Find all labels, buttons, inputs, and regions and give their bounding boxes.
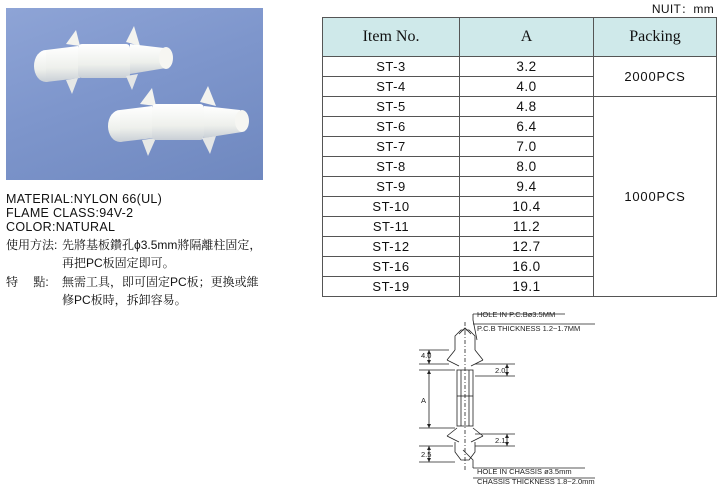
usage-label: 使用方法: — [6, 238, 58, 252]
dimension-drawing — [415, 300, 715, 487]
usage-notes — [6, 236, 267, 309]
item-cell: ST-12 — [323, 237, 460, 257]
a-cell: 11.2 — [460, 217, 594, 237]
a-cell: 19.1 — [460, 277, 594, 297]
item-cell: ST-9 — [323, 177, 460, 197]
a-cell: 10.4 — [460, 197, 594, 217]
spacer-part-top — [34, 26, 173, 94]
color-text: COLOR:NATURAL — [6, 220, 116, 234]
technical-drawing — [415, 300, 715, 487]
a-cell: 12.7 — [460, 237, 594, 257]
dim-right-bottom-label: 2.1 — [495, 436, 506, 445]
dim-bottom-label: 2.5 — [421, 450, 432, 459]
feature-label: 特 點: — [6, 275, 49, 289]
item-cell: ST-10 — [323, 197, 460, 217]
a-cell: 3.2 — [460, 57, 594, 77]
feature-text: 無需工具，即可固定PC板；更換或維修PC板時，拆卸容易。 — [62, 275, 259, 307]
unit-label: NUIT：mm — [651, 2, 714, 16]
pcb-spacer-photo — [6, 8, 263, 180]
flame-class-text: FLAME CLASS:94V-2 — [6, 206, 134, 220]
packing-cell-1000: 1000PCS — [594, 97, 717, 297]
item-cell: ST-3 — [323, 57, 460, 77]
header-a: A — [460, 18, 594, 57]
dim-a-label: A — [421, 396, 427, 405]
table-header-row — [323, 18, 717, 57]
usage-row — [6, 236, 267, 272]
spacer-part-bottom — [108, 86, 249, 156]
item-cell: ST-19 — [323, 277, 460, 297]
a-cell: 4.0 — [460, 77, 594, 97]
a-cell: 9.4 — [460, 177, 594, 197]
header-packing: Packing — [594, 18, 717, 57]
header-item-no: Item No. — [323, 18, 460, 57]
usage-text: 先將基板鑽孔ϕ3.5mm將隔離柱固定，再把PC板固定即可。 — [62, 238, 262, 270]
table-row — [323, 57, 717, 77]
a-cell: 4.8 — [460, 97, 594, 117]
hole-chassis-label: HOLE IN CHASSIS ø3.5mm — [477, 467, 572, 476]
dim-right-top-label: 2.0 — [495, 366, 506, 375]
a-cell: 6.4 — [460, 117, 594, 137]
a-cell: 16.0 — [460, 257, 594, 277]
hole-pcb-label: HOLE IN P.C.Bø3.5MM — [477, 310, 556, 319]
item-cell: ST-7 — [323, 137, 460, 157]
item-cell: ST-5 — [323, 97, 460, 117]
product-photo — [6, 8, 263, 180]
a-cell: 8.0 — [460, 157, 594, 177]
table-row — [323, 97, 717, 117]
item-cell: ST-6 — [323, 117, 460, 137]
dim-top-label: 4.0 — [421, 351, 432, 360]
material-specs — [6, 192, 162, 234]
material-text: MATERIAL:NYLON 66(UL) — [6, 192, 163, 206]
item-cell: ST-11 — [323, 217, 460, 237]
chassis-thickness-label: CHASSIS THICKNESS 1.8~2.0mm — [477, 477, 595, 486]
item-cell: ST-4 — [323, 77, 460, 97]
spec-table — [322, 17, 717, 297]
item-cell: ST-8 — [323, 157, 460, 177]
feature-row — [6, 273, 267, 309]
packing-cell-2000: 2000PCS — [594, 57, 717, 97]
pcb-thickness-label: P.C.B THICKNESS 1.2~1.7MM — [477, 324, 581, 333]
item-cell: ST-16 — [323, 257, 460, 277]
a-cell: 7.0 — [460, 137, 594, 157]
